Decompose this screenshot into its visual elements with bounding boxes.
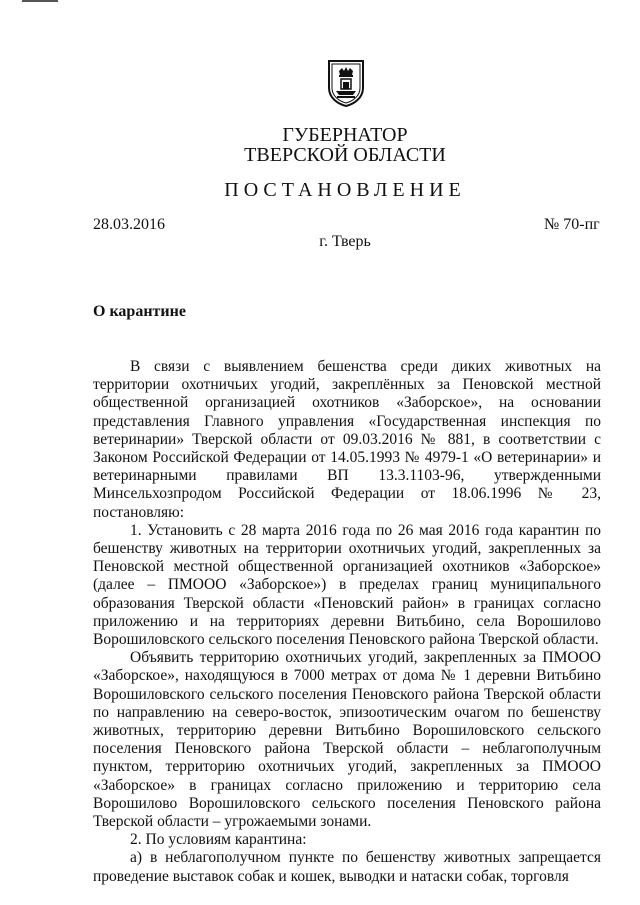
coat-of-arms-icon — [326, 58, 366, 108]
document-subject: О карантине — [93, 303, 186, 320]
document-number: № 70-пг — [544, 216, 600, 233]
scan-artifact — [22, 0, 58, 2]
paragraph-preamble: В связи с выявлением бешенства среди диких животных на территории охотничьих угодий, закреплённых за Пеновской местной общественной организацией охотников «Заборское», на основании представления Главного управления «Государственная инспекция по ветеринарии» Тверской области от 09.03.2016 № 881, в соответствии с Законом Российской Федерации от 14.05.1993 № 4979-1 «О ветеринарии» и ветеринарными правилами ВП 13.3.1103-96, утвержденными Минсельхозпродом Российской Федерации от 18.06.1996 № 23, постановляю: — [93, 358, 601, 521]
document-date: 28.03.2016 — [93, 216, 165, 233]
authority-title-line2: ТВЕРСКОЙ ОБЛАСТИ — [244, 144, 446, 166]
document-body — [93, 358, 601, 886]
paragraph-item-2: 2. По условиям карантина: — [130, 831, 307, 849]
paragraph-subitem-a: а) в неблагополучном пункте по бешенству животных запрещается проведение выставок собак и кошек, выводки и натаски собак, торговля — [93, 849, 601, 885]
document-city: г. Тверь — [319, 233, 371, 250]
document-type: ПОСТАНОВЛЕНИЕ — [224, 179, 466, 201]
paragraph-declaration: Объявить территорию охотничьих угодий, закрепленных за ПМООО «Заборское», находящуюся в 7000 метрах от дома № 1 деревни Витьбино Ворошиловского сельского поселения Пеновского района Тверской области по направлению на северо-восток, эпизоотическим очагом по бешенству животных, территорию деревни Витьбино Ворошиловского сельского поселения Пеновского района Тверской области – неблагополучным пунктом, территорию охотничьих угодий, закрепленных за ПМООО «Заборское» в границах согласно приложению и территорию села Ворошилово Ворошиловского сельского поселения Пеновского района Тверской области – угрожаемыми зонами. — [93, 649, 601, 831]
authority-title-line1: ГУБЕРНАТОР — [282, 124, 408, 146]
paragraph-item-1: 1. Установить с 28 марта 2016 года по 26 мая 2016 года карантин по бешенству животных на территории охотничьих угодий, закрепленных за Пеновской местной общественной организацией охотников «Заборское» (далее – ПМООО «Заборское») в пределах границ муниципального образования Тверской области «Пеновский район» в границах согласно приложению и на территориях деревни Витьбино, села Ворошилово Ворошиловского сельского поселения Пеновского района Тверской области. — [93, 521, 601, 649]
